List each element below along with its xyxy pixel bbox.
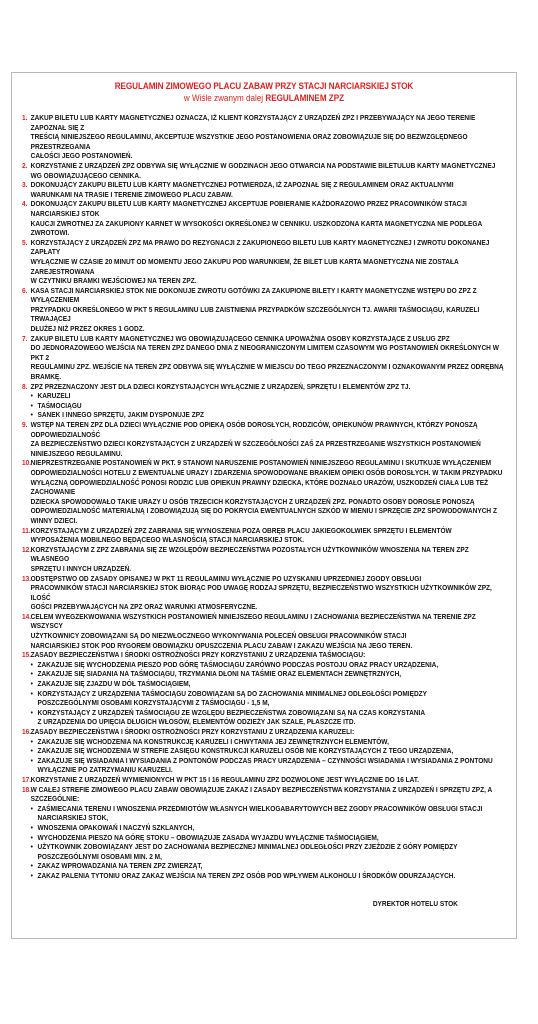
bullet-icon: • bbox=[30, 391, 33, 401]
regulation-item bbox=[22, 612, 508, 650]
bullet-icon: • bbox=[30, 861, 33, 871]
bullet-text: ZAKAZUJE SIĘ WYCHODZENIA PIESZO POD GÓRĘ TAŚMOCIĄGU ZARÓWNO PODCZAS POSTOJU ORAZ PRACY URZĄDZENIA, bbox=[37, 659, 439, 669]
bullet-text: ZAKAZUJE SIĘ SIADANIA NA TAŚMOCIĄGU, TRZYMANIA DŁONI NA TAŚMIE ORAZ ELEMENTACH ZEWNĘTRZNYCH, bbox=[37, 669, 402, 679]
bullet-icon: • bbox=[30, 669, 33, 679]
bullet-item bbox=[22, 689, 508, 708]
bullet-text: SANEK I INNEGO SPRZĘTU, JAKIM DYSPONUJE ZPZ bbox=[37, 410, 205, 420]
bullet-text: KARUZELI bbox=[37, 391, 71, 401]
regulation-item bbox=[22, 286, 508, 334]
item-text: KASA STACJI NARCIARSKIEJ STOK NIE DOKONUJE ZWROTU GOTÓWKI ZA ZAKUPIONE BILETY I KARTY MAGNETYCZNE WSTĘPU DO ZPZ Z WYŁĄCZENIEM PRZYPADKU OKREŚLONEGO W PKT 5 REGULAMINU LUB ZAISTNIENIA PRZYPADKÓW SZCZEGÓLNYCH TJ. AWARII TAŚMOCIĄGU, KARUZELI TRWAJĄCEJ DŁUŻEJ NIŻ PRZEZ OKRES 1 GODZ. bbox=[30, 285, 480, 334]
bullet-text: ZAKAZ WPROWADZANIA NA TEREN ZPZ ZWIERZĄT, bbox=[37, 861, 203, 871]
item-number: 17. bbox=[22, 774, 32, 784]
bullet-icon: • bbox=[30, 688, 33, 698]
bullet-text: ZAKAZUJE SIĘ WCHODZENIA W STREFIE ZASIĘGU KONSTRUKCJI KARUZELI OSÓB NIE KORZYSTAJĄCYCH Z TEGO URZĄDZENIA, bbox=[37, 746, 454, 756]
bullet-text: ZAKAZUJE SIĘ ZJAZDU W DÓŁ TAŚMOCIĄGIEM, bbox=[37, 679, 191, 689]
item-body bbox=[31, 420, 508, 458]
bullet-item bbox=[22, 410, 508, 420]
item-number: 3. bbox=[22, 180, 28, 190]
item-text: ZASADY BEZPIECZEŃSTWA I ŚRODKI OSTROŻNOŚCI PRZY KORZYSTANIU Z URZĄDZENIA KARUZELI: bbox=[30, 727, 355, 736]
bullet-item bbox=[22, 401, 508, 411]
bullet-item bbox=[22, 842, 508, 861]
item-body bbox=[31, 161, 508, 180]
item-body bbox=[31, 286, 508, 334]
regulation-item bbox=[22, 238, 508, 286]
item-body bbox=[31, 574, 508, 612]
item-number: 14. bbox=[22, 611, 32, 621]
regulation-item bbox=[22, 382, 508, 392]
item-number: 2. bbox=[22, 160, 28, 170]
subtitle-bold: REGULAMINEM ZPZ bbox=[265, 93, 345, 103]
item-number: 12. bbox=[22, 544, 32, 554]
bullet-icon: • bbox=[30, 659, 33, 669]
regulation-item bbox=[22, 727, 508, 737]
item-number: 10. bbox=[22, 458, 32, 468]
bullet-text: KORZYSTAJĄCY Z URZĄDZENIA TAŚMOCIĄGU ZOBOWIĄZANI SĄ DO ZACHOWANIA MINIMALNEJ ODLEGŁOŚCI POMIĘDZY POSZCZEGÓLNYMI OSOBAMI KORZYSTAJĄCYMI Z TAŚMOCIĄGU - 1,5 M, bbox=[37, 688, 428, 708]
bullet-icon: • bbox=[30, 803, 33, 813]
regulation-item bbox=[22, 161, 508, 180]
item-text: KORZYSTAJĄCYM Z URZĄDZEŃ ZPZ ZABRANIA SIĘ WYNOSZENIA POZA OBRĘB PLACU JAKIEGOKOLWIEK SPRZĘTU I ELEMENTÓW WYPOSAŻENIA MOBILNEGO BĘDĄCEGO WŁASNOŚCIĄ STACJI NARCIARSKIEJ STOK. bbox=[30, 525, 452, 545]
item-body bbox=[31, 238, 508, 286]
regulation-item bbox=[22, 526, 508, 545]
regulation-item bbox=[22, 180, 508, 199]
bullet-item bbox=[22, 660, 508, 670]
item-text: ZAKUP BILETU LUB KARTY MAGNETYCZNEJ WG OBOWIĄZUJĄCEGO CENNIKA UPOWAŻNIA OSOBY KORZYSTAJĄCE Z USŁUG ZPZ DO JEDNORAZOWEGO WEJŚCIA NA TEREN ZPZ DANEGO DNIA Z NIEOGRANICZONYM LIMITEM CZASOWYM WG POSTANOWIEŃ OKREŚLONYCH W PKT 2 REGULAMINU ZPZ. WEJŚCIE NA TEREN ZPZ ODBYWA SIĘ WYŁĄCZNIE W MIEJSCU DO TEGO PRZEZNACZONYM I OZNAKOWANYM PRZEZ ODRĘBNĄ BRAMKĘ. bbox=[30, 333, 504, 382]
regulation-item bbox=[22, 458, 508, 525]
item-body bbox=[31, 727, 508, 737]
bullet-text: UŻYTKOWNIK ZOBOWIĄZANY JEST DO ZACHOWANIA BEZPIECZNEJ MINIMALNEJ ODLEGŁOŚCI PRZY ZJEŹDZIE Z GÓRY POMIĘDZY POSZCZEGÓLNYMI OSOBAMI MIN. 2 M, bbox=[37, 842, 458, 861]
bullet-text: WYCHODZENIA PIESZO NA GÓRĘ STOKU – OBOWIĄZUJE ZASADA WYJAZDU WYŁĄCZNIE TAŚMOCIĄGIEM, bbox=[37, 832, 379, 842]
item-number: 1. bbox=[22, 113, 28, 122]
bullet-item bbox=[22, 756, 508, 775]
subtitle-prefix: w Wiśle zwanym dalej bbox=[183, 93, 266, 103]
bullet-icon: • bbox=[30, 870, 33, 880]
item-text: DOKONUJĄCY ZAKUPU BILETU LUB KARTY MAGNETYCZNEJ POTWIERDZA, IŻ ZAPOZNAŁ SIĘ Z REGULAMINEM ORAZ AKTUALNYMI WARUNKAMI NA TRASIE I TERENIE ZIMOWEGO PLACU ZABAW. bbox=[30, 180, 454, 199]
regulation-item bbox=[22, 650, 508, 660]
item-text: ZASADY BEZPIECZEŃSTWA I ŚRODKI OSTROŻNOŚCI PRZY KORZYSTANIU Z URZĄDZENIA TAŚMOCIĄGU: bbox=[30, 650, 366, 660]
item-text: KORZYSTANIE Z URZĄDZEŃ ZPZ ODBYWA SIĘ WYŁĄCZNIE W GODZINACH JEGO OTWARCIA NA PODSTAWIE BILETULUB KARTY MAGNETYCZNEJ WG OBOWIĄZUJĄCEGO CENNIKA. bbox=[30, 160, 496, 180]
bullet-icon: • bbox=[30, 842, 33, 852]
bullet-icon: • bbox=[30, 679, 33, 689]
item-number: 6. bbox=[22, 285, 28, 295]
bullet-item bbox=[22, 804, 508, 823]
regulations-list bbox=[22, 113, 508, 881]
bullet-icon: • bbox=[30, 736, 33, 746]
bullet-item bbox=[22, 861, 508, 871]
item-number: 18. bbox=[22, 784, 32, 794]
item-text: ZPZ PRZEZNACZONY JEST DLA DZIECI KORZYSTAJĄCYCH WYŁĄCZNIE Z URZĄDZEŃ, SPRZĘTU I ELEMENTÓW ZPZ TJ. bbox=[30, 381, 411, 391]
regulation-item bbox=[22, 334, 508, 382]
item-body bbox=[31, 526, 508, 545]
item-body bbox=[31, 775, 508, 785]
item-body bbox=[31, 113, 508, 161]
bullet-icon: • bbox=[30, 832, 33, 842]
regulation-item bbox=[22, 545, 508, 574]
bullet-text: ZAKAZUJE SIĘ WCHODZENIA NA KONSTRUKCJĘ KARUZELI I CHWYTANIA JEJ ZEWNĘTRZNYCH ELEMENTÓW, bbox=[37, 736, 389, 746]
regulation-item bbox=[22, 420, 508, 458]
bullet-icon: • bbox=[30, 707, 33, 717]
bullet-text: ZAŚMIECANIA TERENU I WNOSZENIA PRZEDMIOTÓW WŁASNYCH WIELKOGABARYTOWYCH BEZ ZGODY PRACOWNIKÓW OBSŁUGI STACJI NARCIARSKIEJ STOK, bbox=[37, 803, 483, 823]
item-text: KORZYSTANIE Z URZĄDZEŃ WYMIENIONYCH W PKT 15 I 16 REGULAMINU ZPZ DOZWOLONE JEST WYŁĄCZNIE DO 16 LAT. bbox=[30, 774, 419, 784]
regulation-item bbox=[22, 574, 508, 612]
bullet-item bbox=[22, 708, 508, 727]
item-text: CELEM WYEGZEKWOWANIA WSZYSTKICH POSTANOWIEŃ NINIEJSZEGO REGULAMINU I ZACHOWANIA BEZPIECZEŃSTWA NA TERENIE ZPZ WSZYSCY UŻYTKOWNICY ZOBOWIĄZANI SĄ DO NIEZWŁOCZNEGO WYKONYWANIA POLECEŃ OBSŁUGI PRACOWNIKÓW STACJI NARCIARSKIEJ STOK POD RYGOREM OBOWIĄZKU OPUSZCZENIA PLACU ZABAW I ZAKAZU WEJŚCIA NA JEGO TEREN. bbox=[30, 611, 476, 650]
bullet-item bbox=[22, 391, 508, 401]
item-body bbox=[31, 458, 508, 525]
item-text: ZAKUP BILETU LUB KARTY MAGNETYCZNEJ OZNACZA, IŻ KLIENT KORZYSTAJĄCY Z URZĄDZEŃ ZPZ I PRZEBYWAJĄCY NA JEGO TERENIE ZAPOZNAŁ SIĘ Z TREŚCIĄ NINIEJSZEGO REGULAMINU, AKCEPTUJE WSZYSTKIE JEGO POSTANOWIENIA ORAZ ZOBOWIĄZUJE SIĘ DO BEZWZGLĘDNEGO PRZESTRZEGANIA CAŁOŚCI JEGO POSTANOWIEŃ. bbox=[30, 113, 476, 161]
bullet-text: ZAKAZUJE SIĘ WSIADANIA I WYSIADANIA Z PONTONÓW PODCZAS PRACY URZĄDZENIA – CZYNNOŚCI WSIADANIA I WYSIADANIA Z PONTONU WYŁĄCZNIE PO ZATRZYMANIU KARUZELI. bbox=[37, 755, 493, 775]
item-body bbox=[31, 199, 508, 237]
item-text: DOKONUJĄCY ZAKUPU BILETU LUB KARTY MAGNETYCZNEJ AKCEPTUJE POBIERANIE KAŻDORAZOWO PRZEZ PRACOWNIKÓW STACJI NARCIARSKIEJ STOK KAUCJI ZWROTNEJ ZA ZAKUPIONY KARNET W WYSOKOŚCI OKREŚLONEJ W CENNIKU. USZKODZONA KARTA MAGNETYCZNA NIE PODLEGA ZWROTOWI. bbox=[30, 199, 482, 238]
item-number: 16. bbox=[22, 727, 32, 736]
item-body bbox=[31, 650, 508, 660]
item-number: 5. bbox=[22, 237, 28, 247]
bullet-item bbox=[22, 871, 508, 881]
item-text: W CAŁEJ STREFIE ZIMOWEGO PLACU ZABAW OBOWIĄZUJE ZAKAZ I ZASADY BEZPIECZEŃSTWA KORZYSTANIA Z URZĄDZEŃ I SPRZĘTU ZPZ, A SZCZEGÓLNIE: bbox=[30, 784, 492, 804]
regulation-item bbox=[22, 785, 508, 804]
bullet-icon: • bbox=[30, 410, 33, 420]
bullet-icon: • bbox=[30, 755, 33, 765]
item-body bbox=[31, 612, 508, 650]
bullet-item bbox=[22, 679, 508, 689]
bullet-icon: • bbox=[30, 822, 33, 832]
bullet-item bbox=[22, 746, 508, 756]
item-body bbox=[31, 180, 508, 199]
bullet-icon: • bbox=[30, 400, 33, 410]
item-number: 11. bbox=[22, 525, 31, 535]
item-number: 4. bbox=[22, 199, 28, 209]
item-number: 15. bbox=[22, 650, 32, 660]
item-text: WSTĘP NA TEREN ZPZ DLA DZIECI WYŁĄCZNIE POD OPIEKĄ OSÓB DOROSŁYCH, RODZICÓW, OPIEKUNÓW PRAWNYCH, KTÓRZY PONOSZĄ ODPOWIEDZIALNOŚĆ ZA BEZPIECZEŃSTWO DZIECI KORZYSTAJĄCYCH Z URZĄDZEŃ W SZCZEGÓLNOŚCI ZAŚ ZA PRZESTRZEGANIE WSZYSTKICH POSTANOWIEŃ NINIEJSZEGO REGULAMINU. bbox=[30, 420, 481, 458]
item-text: ODSTĘPSTWO OD ZASADY OPISANEJ W PKT 11 REGULAMINU WYŁĄCZNIE PO UZYSKANIU UPRZEDNIEJ ZGODY OBSŁUGI PRACOWNIKÓW STACJI NARCIARSKIEJ STOK BIORĄC POD UWAGĘ RODZAJ SPRZĘTU, BEZPIECZEŃSTWO WSZYSTKICH UŻYTKOWNIKÓW ZPZ, ILOŚĆ GOŚCI PRZEBYWAJĄCYCH NA ZPZ ORAZ WARUNKI ATMOSFERYCZNE. bbox=[30, 573, 492, 612]
item-body bbox=[31, 785, 508, 804]
item-number: 8. bbox=[22, 381, 28, 391]
bullet-text: ZAKAZ PALENIA TYTONIU ORAZ ZAKAZ WEJŚCIA NA TEREN ZPZ OSÓB POD WPŁYWEM ALKOHOLU I ŚRODKÓW ODURZAJĄCYCH. bbox=[37, 870, 456, 880]
bullet-item bbox=[22, 823, 508, 833]
bullet-text: TAŚMOCIĄGU bbox=[37, 400, 82, 410]
item-number: 7. bbox=[22, 333, 28, 343]
item-text: KORZYSTAJĄCYM Z ZPZ ZABRANIA SIĘ ZE WZGLĘDÓW BEZPIECZEŃSTWA POZOSTAŁYCH UŻYTKOWNIKÓW WNOSZENIA NA TEREN ZPZ WŁASNEGO SPRZĘTU I INNYCH URZĄDZEŃ. bbox=[30, 544, 469, 573]
bullet-item bbox=[22, 669, 508, 679]
bullet-item bbox=[22, 737, 508, 747]
regulation-item bbox=[22, 199, 508, 237]
item-body bbox=[31, 334, 508, 382]
item-number: 9. bbox=[22, 420, 28, 429]
item-body bbox=[31, 382, 508, 392]
item-text: NIEPRZESTRZEGANIE POSTANOWIEŃ W PKT. 9 STANOWI NARUSZENIE POSTANOWIEŃ NINIEJSZEGO REGULAMINU I SKUTKUJE WYŁĄCZENIEM ODPOWIEDZIALNOŚCI HOTELU Z EWENTUALNE URAZY I ZDARZENIA SPOWODOWANE BRAKIEM OPIEKI OSÓB DOROSŁYCH. W TAKIM PRZYPADKU WYŁĄCZNĄ ODPOWIEDZIALNOŚĆ PONOSI RODZIC LUB OPIEKUN PRAWNY DZIECKA, KTÓRE DOZNAŁO URAZÓW, USZKODZEŃ CIAŁA LUB TEŻ ZACHOWANIE DZIECKA SPOWODOWAŁO TAKIE URAZY U OSÓB TRZECICH KORZYSTAJĄCYCH Z URZĄDZEŃ ZPZ. PONADTO OSOBY DOROSŁE PONOSZĄ ODPOWIEDZIALNOŚĆ MATERIALNĄ I ZOBOWIĄZUJĄ SIĘ DO POKRYCIA EWENTUALNYCH SZKÓD W MIENIU I SPRZĘCIE ZPZ SPOWODOWANYCH Z WINNY DZIECI. bbox=[30, 458, 503, 525]
signature: DYREKTOR HOTELU STOK bbox=[372, 899, 458, 908]
bullet-text: KORZYSTAJĄCY Z URZĄDZEŃ TAŚMOCIĄGU ZE WZGLĘDU BEZPIECZEŃSTWA ZOBOWIĄZANI SĄ NA CZAS KORZYSTANIA Z URZĄDZENIA DO UPIĘCIA DŁUGICH WŁOSÓW, ELEMENTÓW ODZIEŻY JAK SZALE, PŁASZCZE ITD. bbox=[37, 707, 426, 727]
item-number: 13. bbox=[22, 573, 32, 583]
page-subtitle bbox=[37, 93, 491, 103]
bullet-item bbox=[22, 833, 508, 843]
page-title: REGULAMIN ZIMOWEGO PLACU ZABAW PRZY STACJI NARCIARSKIEJ STOK bbox=[114, 81, 414, 92]
bullet-icon: • bbox=[30, 746, 33, 756]
regulation-item bbox=[22, 113, 508, 161]
regulations-board bbox=[11, 72, 517, 939]
bullet-text: WNOSZENIA OPAKOWAŃ I NACZYŃ SZKLANYCH, bbox=[37, 822, 195, 832]
item-text: KORZYSTAJĄCY Z URZĄDZEŃ ZPZ MA PRAWO DO REZYGNACJI Z ZAKUPIONEGO BILETU LUB KARTY MAGNETYCZNEJ I ZWROTU DOKONANEJ ZAPŁATY WYŁĄCZNIE W CZASIE 20 MINUT OD MOMENTU JEGO ZAKUPU POD WARUNKIEM, ŻE BILET LUB KARTA MAGNETYCZNA NIE ZOSTAŁA ZAREJESTROWANA W CZYTNIKU BRAMKI WEJŚCIOWEJ NA TEREN ZPZ. bbox=[30, 237, 490, 286]
regulation-item bbox=[22, 775, 508, 785]
item-body bbox=[31, 545, 508, 574]
